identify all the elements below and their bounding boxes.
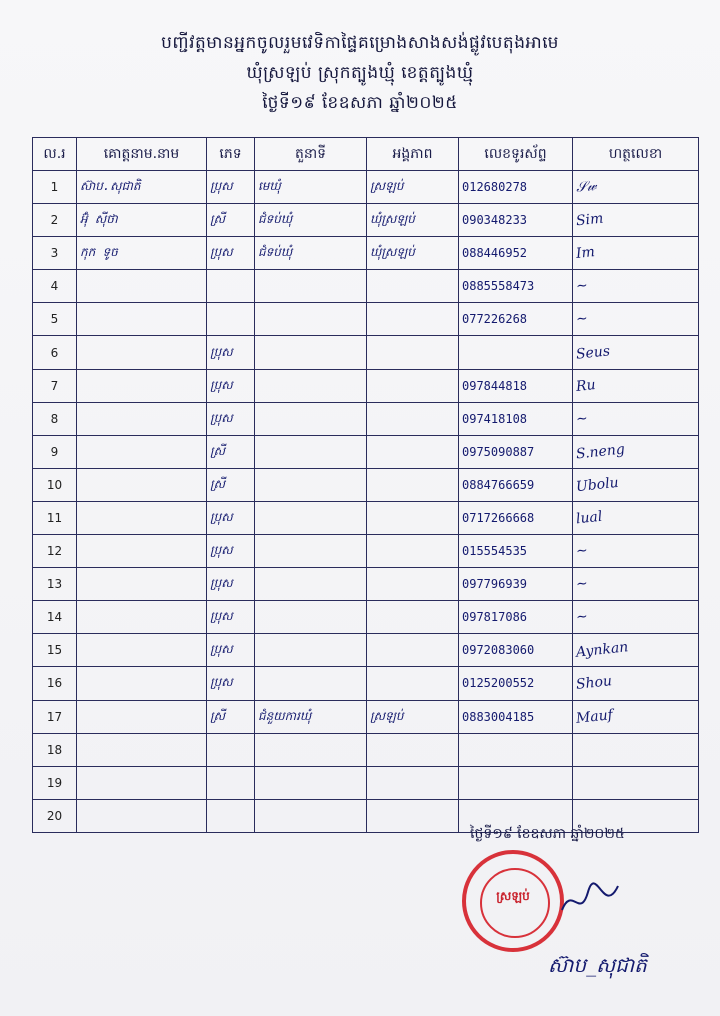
official-stamp — [462, 850, 564, 952]
cell-phone: 097796939 — [459, 568, 573, 601]
cell-name — [77, 601, 207, 634]
signature-scrawl — [560, 880, 620, 920]
cell-signature — [573, 700, 699, 733]
cell-name — [77, 336, 207, 369]
table-row — [33, 402, 699, 435]
header-date: ថ្ងៃទី១៩ ខែឧសភា ឆ្នាំ២០២៥ — [262, 93, 458, 113]
cell-unit — [367, 369, 459, 402]
cell-unit: ស្រឡប់ — [367, 171, 459, 204]
table-row — [33, 336, 699, 369]
row-number: 10 — [33, 468, 77, 501]
cell-unit — [367, 402, 459, 435]
row-number: 5 — [33, 303, 77, 336]
cell-role: ជំទប់ឃុំ — [255, 237, 367, 270]
cell-name — [77, 369, 207, 402]
row-number: 9 — [33, 435, 77, 468]
cell-phone: 012680278 — [459, 171, 573, 204]
row-number: 18 — [33, 733, 77, 766]
table-row — [33, 766, 699, 799]
row-number: 4 — [33, 270, 77, 303]
row-number: 12 — [33, 535, 77, 568]
table-row — [33, 369, 699, 402]
cell-signature — [573, 204, 699, 237]
cell-sex — [207, 733, 255, 766]
cell-unit — [367, 468, 459, 501]
signature-mark: ~ — [575, 310, 589, 328]
cell-phone: 0972083060 — [459, 634, 573, 667]
cell-unit — [367, 435, 459, 468]
table-row — [33, 535, 699, 568]
header-location: ឃុំស្រឡប់ ស្រុកត្បូងឃ្មុំ ខេត្តត្បូងឃ្មុំ — [246, 63, 474, 83]
cell-phone — [459, 733, 573, 766]
cell-role: ជំទប់ឃុំ — [255, 204, 367, 237]
cell-unit — [367, 336, 459, 369]
cell-sex: ស្រី — [207, 468, 255, 501]
cell-sex: ប្រុស — [207, 369, 255, 402]
cell-unit — [367, 303, 459, 336]
cell-signature — [573, 171, 699, 204]
row-number: 14 — [33, 601, 77, 634]
document-header — [0, 28, 720, 118]
cell-sex: ប្រុស — [207, 171, 255, 204]
cell-name — [77, 270, 207, 303]
cell-role — [255, 336, 367, 369]
cell-role — [255, 733, 367, 766]
cell-sex: ប្រុស — [207, 634, 255, 667]
cell-role — [255, 303, 367, 336]
cell-name: អ៊ុំ ស៊ីថា — [77, 204, 207, 237]
cell-unit — [367, 766, 459, 799]
cell-phone: 0885558473 — [459, 270, 573, 303]
cell-name — [77, 535, 207, 568]
cell-signature — [573, 303, 699, 336]
cell-unit — [367, 601, 459, 634]
row-number: 19 — [33, 766, 77, 799]
signature-mark: Ru — [575, 376, 597, 395]
column-header: ហត្ថលេខា — [573, 138, 699, 171]
column-header: តួនាទី — [255, 138, 367, 171]
cell-signature — [573, 270, 699, 303]
cell-phone: 0884766659 — [459, 468, 573, 501]
cell-unit — [367, 501, 459, 534]
cell-signature — [573, 601, 699, 634]
cell-sex: ប្រុស — [207, 535, 255, 568]
cell-unit — [367, 667, 459, 700]
row-number: 6 — [33, 336, 77, 369]
table-row — [33, 501, 699, 534]
table-body — [33, 171, 699, 833]
row-number: 8 — [33, 402, 77, 435]
signature-mark: Sim — [575, 210, 605, 230]
cell-role: មេឃុំ — [255, 171, 367, 204]
table-row — [33, 667, 699, 700]
signer-name: ស៊ាប_សុជាតិ — [548, 953, 647, 977]
table-row — [33, 634, 699, 667]
cell-signature — [573, 501, 699, 534]
cell-unit — [367, 799, 459, 832]
cell-phone: 0125200552 — [459, 667, 573, 700]
cell-sex — [207, 799, 255, 832]
table-row — [33, 435, 699, 468]
cell-role — [255, 667, 367, 700]
signature-mark: Im — [575, 244, 596, 263]
cell-sex: ប្រុស — [207, 336, 255, 369]
row-number: 20 — [33, 799, 77, 832]
cell-name — [77, 766, 207, 799]
cell-phone: 0717266668 — [459, 501, 573, 534]
cell-signature — [573, 733, 699, 766]
cell-name — [77, 700, 207, 733]
footer-date: ថ្ងៃទី១៩ ខែឧសភា ឆ្នាំ២០២៥ — [470, 826, 625, 842]
signature-mark: Aynkan — [575, 639, 630, 662]
cell-phone: 090348233 — [459, 204, 573, 237]
cell-sex: ប្រុស — [207, 667, 255, 700]
row-number: 16 — [33, 667, 77, 700]
row-number: 7 — [33, 369, 77, 402]
cell-name — [77, 402, 207, 435]
table-row — [33, 601, 699, 634]
table-row — [33, 568, 699, 601]
cell-phone: 0883004185 — [459, 700, 573, 733]
cell-sex: ស្រី — [207, 204, 255, 237]
cell-phone: 077226268 — [459, 303, 573, 336]
cell-name — [77, 667, 207, 700]
table-header-row — [33, 138, 699, 171]
cell-signature — [573, 237, 699, 270]
signature-mark: lual — [575, 508, 604, 528]
cell-sex — [207, 270, 255, 303]
cell-unit — [367, 568, 459, 601]
signature-mark: Shou — [575, 673, 613, 694]
cell-role — [255, 799, 367, 832]
cell-name — [77, 468, 207, 501]
cell-signature — [573, 336, 699, 369]
row-number: 1 — [33, 171, 77, 204]
cell-role — [255, 402, 367, 435]
row-number: 2 — [33, 204, 77, 237]
row-number: 17 — [33, 700, 77, 733]
header-title: បញ្ជីវត្តមានអ្នកចូលរួមវេទិកាផ្ទៃគម្រោងសាងសង់ផ្លូវបេតុងអាមេ — [161, 33, 559, 53]
cell-role — [255, 766, 367, 799]
cell-signature — [573, 568, 699, 601]
cell-unit — [367, 634, 459, 667]
signature-mark: Seus — [575, 342, 611, 363]
cell-name — [77, 435, 207, 468]
signature-mark: Mauf — [575, 706, 614, 727]
signature-mark: ~ — [575, 410, 589, 428]
row-number: 11 — [33, 501, 77, 534]
cell-unit: ឃុំស្រឡប់ — [367, 204, 459, 237]
column-header: អង្គភាព — [367, 138, 459, 171]
cell-phone — [459, 336, 573, 369]
cell-unit — [367, 270, 459, 303]
cell-sex: ស្រី — [207, 435, 255, 468]
column-header: គោត្តនាម.នាម — [77, 138, 207, 171]
column-header: ភេទ — [207, 138, 255, 171]
signature-mark: 𝒮𝓌 — [575, 178, 598, 197]
cell-name — [77, 799, 207, 832]
cell-unit: ឃុំស្រឡប់ — [367, 237, 459, 270]
table-row — [33, 468, 699, 501]
row-number: 13 — [33, 568, 77, 601]
signature-mark: Ubolu — [575, 474, 620, 496]
table-row — [33, 270, 699, 303]
cell-role — [255, 568, 367, 601]
signature-mark: ~ — [575, 542, 589, 560]
cell-phone: 097418108 — [459, 402, 573, 435]
table-row — [33, 237, 699, 270]
cell-phone: 0975090887 — [459, 435, 573, 468]
cell-signature — [573, 766, 699, 799]
cell-name: កុក ទូច — [77, 237, 207, 270]
cell-name — [77, 733, 207, 766]
cell-unit — [367, 733, 459, 766]
table-row — [33, 733, 699, 766]
cell-sex: ប្រុស — [207, 501, 255, 534]
cell-signature — [573, 634, 699, 667]
cell-phone — [459, 766, 573, 799]
cell-unit: ស្រឡប់ — [367, 700, 459, 733]
cell-role: ជំនួយការឃុំ — [255, 700, 367, 733]
cell-role — [255, 601, 367, 634]
cell-sex: ស្រី — [207, 700, 255, 733]
cell-name — [77, 501, 207, 534]
signature-mark: ~ — [575, 575, 589, 593]
table-row — [33, 171, 699, 204]
cell-role — [255, 435, 367, 468]
cell-signature — [573, 468, 699, 501]
cell-signature — [573, 535, 699, 568]
table-row — [33, 204, 699, 237]
cell-name — [77, 303, 207, 336]
cell-signature — [573, 435, 699, 468]
cell-signature — [573, 402, 699, 435]
stamp-text: ស្រឡប់ — [496, 889, 530, 903]
signature-mark: ~ — [575, 608, 589, 626]
cell-sex — [207, 766, 255, 799]
cell-role — [255, 270, 367, 303]
table-row — [33, 303, 699, 336]
cell-unit — [367, 535, 459, 568]
row-number: 3 — [33, 237, 77, 270]
cell-phone: 097844818 — [459, 369, 573, 402]
cell-signature — [573, 667, 699, 700]
attendance-table — [32, 137, 699, 833]
cell-role — [255, 369, 367, 402]
row-number: 15 — [33, 634, 77, 667]
column-header: ល.រ — [33, 138, 77, 171]
cell-sex: ប្រុស — [207, 237, 255, 270]
cell-sex: ប្រុស — [207, 568, 255, 601]
cell-signature — [573, 369, 699, 402]
cell-name — [77, 568, 207, 601]
cell-sex: ប្រុស — [207, 402, 255, 435]
cell-sex: ប្រុស — [207, 601, 255, 634]
cell-role — [255, 501, 367, 534]
cell-role — [255, 535, 367, 568]
signature-mark: ~ — [575, 277, 589, 295]
cell-name — [77, 634, 207, 667]
cell-phone: 097817086 — [459, 601, 573, 634]
cell-role — [255, 468, 367, 501]
cell-name: ស៊ាប.សុជាតិ — [77, 171, 207, 204]
cell-phone: 088446952 — [459, 237, 573, 270]
cell-role — [255, 634, 367, 667]
cell-sex — [207, 303, 255, 336]
signature-mark: S.neng — [575, 441, 626, 463]
table-row — [33, 700, 699, 733]
column-header: លេខទូរស័ព្ទ — [459, 138, 573, 171]
cell-phone: 015554535 — [459, 535, 573, 568]
